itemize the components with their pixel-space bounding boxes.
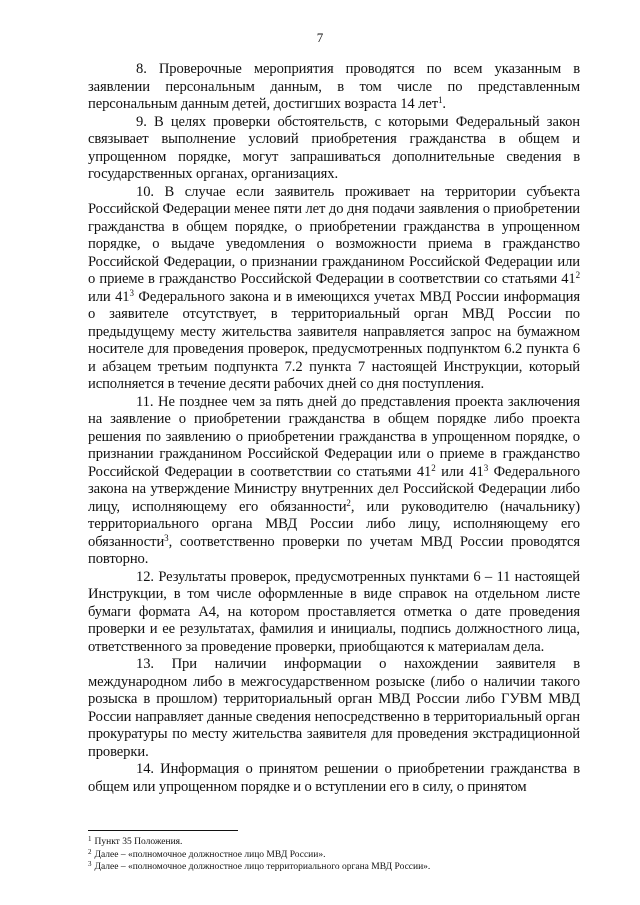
paragraph-13 [88,656,580,761]
superscript: 3 [483,462,489,473]
paragraph-number: 14. [136,761,154,777]
paragraph-text: Не позднее чем за пять дней до представления проекта заключения на заявление о приобретении гражданства в общем порядке либо проекта решения по заявлению о приобретении гражданства в упрощенном порядке, о признании гражданином Российской Федерации или о приеме в гражданство Российской Федерации в соответствии со статьями 41 [88,393,580,480]
paragraph-text: Информация о принятом решении о приобретении гражданства в общем или упрощенном порядке и о вступлении его в силу, о принятом [88,761,580,795]
footnote-3 [88,861,580,874]
footnote-text: Далее – «полномочное должностное лицо МВД России». [94,849,326,860]
paragraph-14 [88,761,580,796]
paragraph-number: 12. [136,568,154,585]
footnote-ref: 1 [437,95,443,105]
footnote-2 [88,849,580,862]
footnote-divider [88,830,238,831]
footnote-mark: 3 [88,860,92,868]
paragraph-text: В целях проверки обстоятельств, с которыми Федеральный закон связывает выполнение условий приобретения гражданства в общем и упрощенном порядке, могут запрашиваться дополнительные сведения в государственных органах, организациях. [88,113,580,182]
footnote-mark: 2 [88,847,92,856]
page-number: 7 [316,30,324,45]
footnote-text: Пункт 35 Положения. [94,837,183,847]
paragraph-9 [88,114,580,184]
footnote-ref: 2 [346,497,351,508]
paragraph-number: 10. [136,183,154,200]
superscript: 3 [129,287,134,298]
body-text [88,61,580,796]
paragraph-text: или 41 [88,288,130,305]
footnote-ref: 3 [164,532,169,543]
paragraph-8 [88,61,580,114]
paragraph-number: 11. [136,393,154,410]
paragraph-number: 8. [136,61,147,77]
paragraph-10 [88,184,580,394]
superscript: 2 [431,462,436,473]
superscript: 2 [575,270,580,280]
paragraph-text: Федерального закона на утверждение Министру внутренних дел Российской Федерации либо лицу, исполняющему его обязанности [88,463,581,515]
paragraph-text: В случае если заявитель проживает на территории субъекта Российской Федерации менее пяти лет до дня подачи заявления о приобретении гражданства в общем порядке, о приобретении гражданства в упрощенном порядке, о выдаче уведомления о возможности приема в гражданство Российской Федерации, о признании гражданином Российской Федерации или о приеме в гражданство Российской Федерации в соответствии со статьями 41 [88,183,580,287]
paragraph-number: 9. [136,113,147,130]
footnotes [88,836,580,874]
paragraph-text: При наличии информации о нахождении заявителя в международном либо в межгосударственном розыске (либо о наличии такого розыска в прошлом) территориальный орган МВД России либо ГУВМ МВД России направляет данные сведения непосредственно в территориальный орган прокуратуры по месту жительства заявителя для проведения экстрадиционной проверки. [88,656,580,760]
footnote-mark: 1 [88,835,92,843]
paragraph-text: Проверочные мероприятия проводятся по всем указанным в заявлении персональным данным, в том числе по представленным персональным данным детей, достигших возраста 14 лет [88,61,580,112]
paragraph-text: или 41 [435,463,484,480]
footnote-text: Далее – «полномочное должностное лицо территориального органа МВД России». [94,862,431,872]
paragraph-11 [88,394,580,569]
footnote-1 [88,836,580,849]
paragraph-text: . [442,96,446,112]
paragraph-12 [88,569,580,657]
paragraph-text: , или руководителю (начальнику) территориального органа МВД России либо лицу, исполняющему его обязанности [88,498,580,550]
paragraph-number: 13. [136,656,154,672]
paragraph-text: Федерального закона и в имеющихся учетах МВД России информация о заявителе отсутствует, в территориальный орган МВД России по предыдущему месту жительства заявителя направляется запрос на бумажном носителе для проведения проверок, предусмотренных подпунктом 6.2 пункта 6 и абзацем третьим подпункта 7.2 пункта 7 настоящей Инструкции, который исполняется в течение десяти рабочих дней со дня поступления. [88,288,580,392]
paragraph-text: Результаты проверок, предусмотренных пунктами 6 – 11 настоящей Инструкции, в том числе оформленные в виде справок на отдельном листе бумаги формата А4, на котором проставляется отметка о дате проведения проверки и ее результатах, фамилия и инициалы, подпись должностного лица, ответственного за проведение проверки, приобщаются к материалам дела. [88,568,580,655]
paragraph-text: , соответственно проверки по учетам МВД России проводятся повторно. [88,533,580,567]
